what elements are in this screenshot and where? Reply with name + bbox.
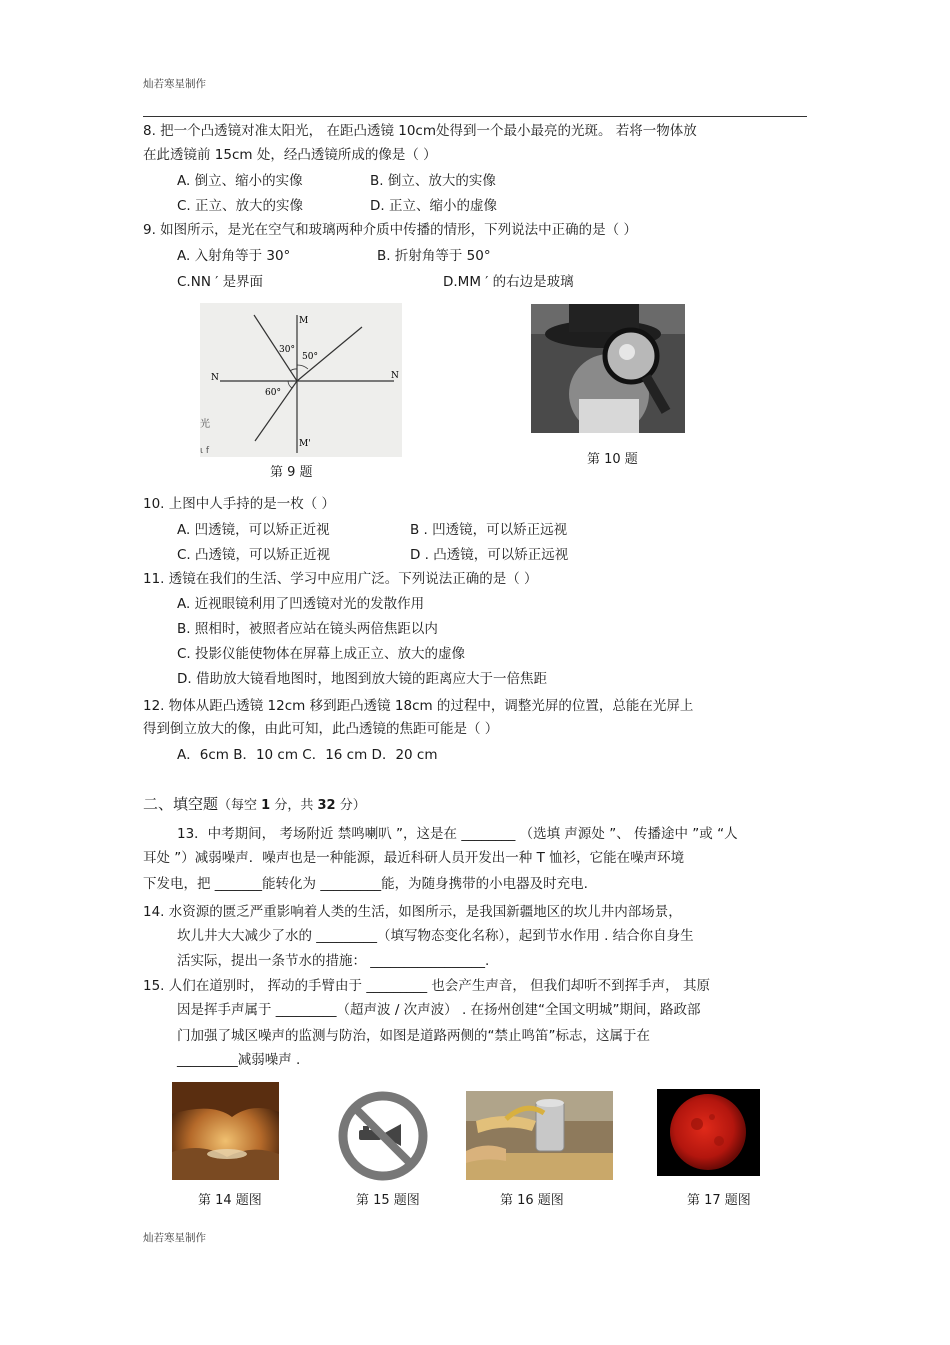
label-n-left: N — [211, 373, 219, 383]
water-icon — [207, 1149, 247, 1159]
q10-option-d: D . 凸透镜，可以矫正远视 — [410, 547, 569, 563]
q13-line3: 下发电，把 _______能转化为 _________能，为随身携带的小电器及时充电. — [143, 876, 588, 892]
section2-note: （每空 1 分，共 32 分） — [218, 798, 366, 813]
q8-line1: 8. 把一个凸透镜对准太阳光， 在距凸透镜 10cm处得到一个最小最亮的光斑。 若将一物体放 — [143, 123, 697, 139]
q14-line3: 活实际，提出一条节水的措施： _________________. — [177, 953, 490, 969]
q13-line2: 耳处 ”）减弱噪声．噪声也是一种能源，最近科研人员开发出一种 T 恤衫，它能在噪声环境 — [143, 850, 685, 866]
q11-option-c: C. 投影仪能使物体在屏幕上成正立、放大的虚像 — [177, 646, 466, 662]
q8-option-c: C. 正立、放大的实像 — [177, 198, 304, 214]
q8-option-b: B. 倒立、放大的实像 — [370, 173, 496, 189]
q11-option-b: B. 照相时，被照者应站在镜头两倍焦距以内 — [177, 621, 438, 637]
q17-caption: 第 17 题图 — [687, 1193, 751, 1208]
q12-options: A．6cm B．10 cm C．16 cm D．20 cm — [177, 747, 438, 763]
q10-option-b: B . 凹透镜，可以矫正远视 — [410, 522, 568, 538]
q14-line2: 坎儿井大大减少了水的 _________（填写物态变化名称），起到节水作用 . 结合你自身生 — [177, 928, 694, 944]
label-side: 光 — [200, 419, 210, 430]
q15-line1: 15. 人们在道别时， 挥动的手臂由于 _________ 也会产生声音， 但我们却听不到挥手声， 其原 — [143, 978, 710, 994]
q15-line2: 因是挥手声属于 _________（超声波 / 次声波） . 在扬州创建“全国文明城”期间，路政部 — [177, 1002, 701, 1018]
label-m: M — [299, 316, 309, 326]
q8-line2: 在此透镜前 15cm 处，经凸透镜所成的像是（ ） — [143, 147, 437, 163]
section2-title: 二、填空题 — [143, 795, 219, 813]
q11-line1: 11. 透镜在我们的生活、学习中应用广泛。下列说法正确的是（ ） — [143, 571, 538, 587]
section2-heading — [143, 795, 366, 814]
label-30: 30° — [279, 345, 295, 355]
page-header: 灿若寒星制作 — [143, 78, 206, 90]
q9-line1: 9. 如图所示，是光在空气和玻璃两种介质中传播的情形，下列说法中正确的是（ ） — [143, 222, 637, 238]
q12-line1: 12. 物体从距凸透镜 12cm 移到距凸透镜 18cm 的过程中，调整光屏的位置，总能在光屏上 — [143, 698, 694, 714]
q14-caption: 第 14 题图 — [198, 1193, 262, 1208]
label-m-prime: M' — [299, 439, 311, 449]
label-60: 60° — [265, 388, 281, 398]
q15-no-horn-sign — [335, 1090, 431, 1182]
label-50: 50° — [302, 352, 318, 362]
q10-magnifier-photo — [531, 304, 685, 433]
q14-line1: 14. 水资源的匮乏严重影响着人类的生活，如图所示，是我国新疆地区的坎儿井内部场景， — [143, 904, 682, 920]
q15-line3: 门加强了城区噪声的监测与防治，如图是道路两侧的“禁止鸣笛”标志，这属于在 — [177, 1028, 650, 1044]
q16-tuning-fork-photo — [466, 1091, 613, 1180]
q10-line1: 10. 上图中人手持的是一枚（ ） — [143, 496, 336, 512]
q17-red-moon-photo — [657, 1089, 760, 1176]
label-n-right: N — [391, 371, 399, 381]
q10-option-c: C. 凸透镜，可以矫正近视 — [177, 547, 331, 563]
q9-caption: 第 9 题 — [270, 465, 313, 480]
q9-option-c: C.NN ′ 是界面 — [177, 274, 264, 290]
q9-option-a: A. 入射角等于 30° — [177, 248, 291, 264]
q12-line2: 得到倒立放大的像，由此可知，此凸透镜的焦距可能是（ ） — [143, 721, 499, 737]
header-rule — [143, 116, 807, 117]
q10-option-a: A. 凹透镜，可以矫正近视 — [177, 522, 330, 538]
q11-option-d: D. 借助放大镜看地图时，地图到放大镜的距离应大于一倍焦距 — [177, 671, 547, 687]
q10-caption: 第 10 题 — [587, 452, 638, 467]
q8-option-a: A. 倒立、缩小的实像 — [177, 173, 303, 189]
q15-line4: _________减弱噪声 . — [177, 1052, 301, 1068]
q11-option-a: A. 近视眼镜利用了凹透镜对光的发散作用 — [177, 596, 425, 612]
q9-refraction-figure — [200, 303, 402, 457]
q13-line1: 13．中考期间， 考场附近 禁鸣喇叭 ”，这是在 ________ （选填 声源处 ”、 传播途中 ”或 “人 — [177, 826, 738, 842]
page-footer: 灿若寒星制作 — [143, 1232, 206, 1244]
q8-option-d: D. 正立、缩小的虚像 — [370, 198, 497, 214]
q14-karez-photo — [172, 1082, 279, 1180]
q9-option-d: D.MM ′ 的右边是玻璃 — [443, 274, 574, 290]
moon-icon — [670, 1094, 746, 1170]
q15-caption: 第 15 题图 — [356, 1193, 420, 1208]
q16-caption: 第 16 题图 — [500, 1193, 564, 1208]
label-side2: ι f — [200, 446, 210, 456]
q9-option-b: B. 折射角等于 50° — [377, 248, 491, 264]
